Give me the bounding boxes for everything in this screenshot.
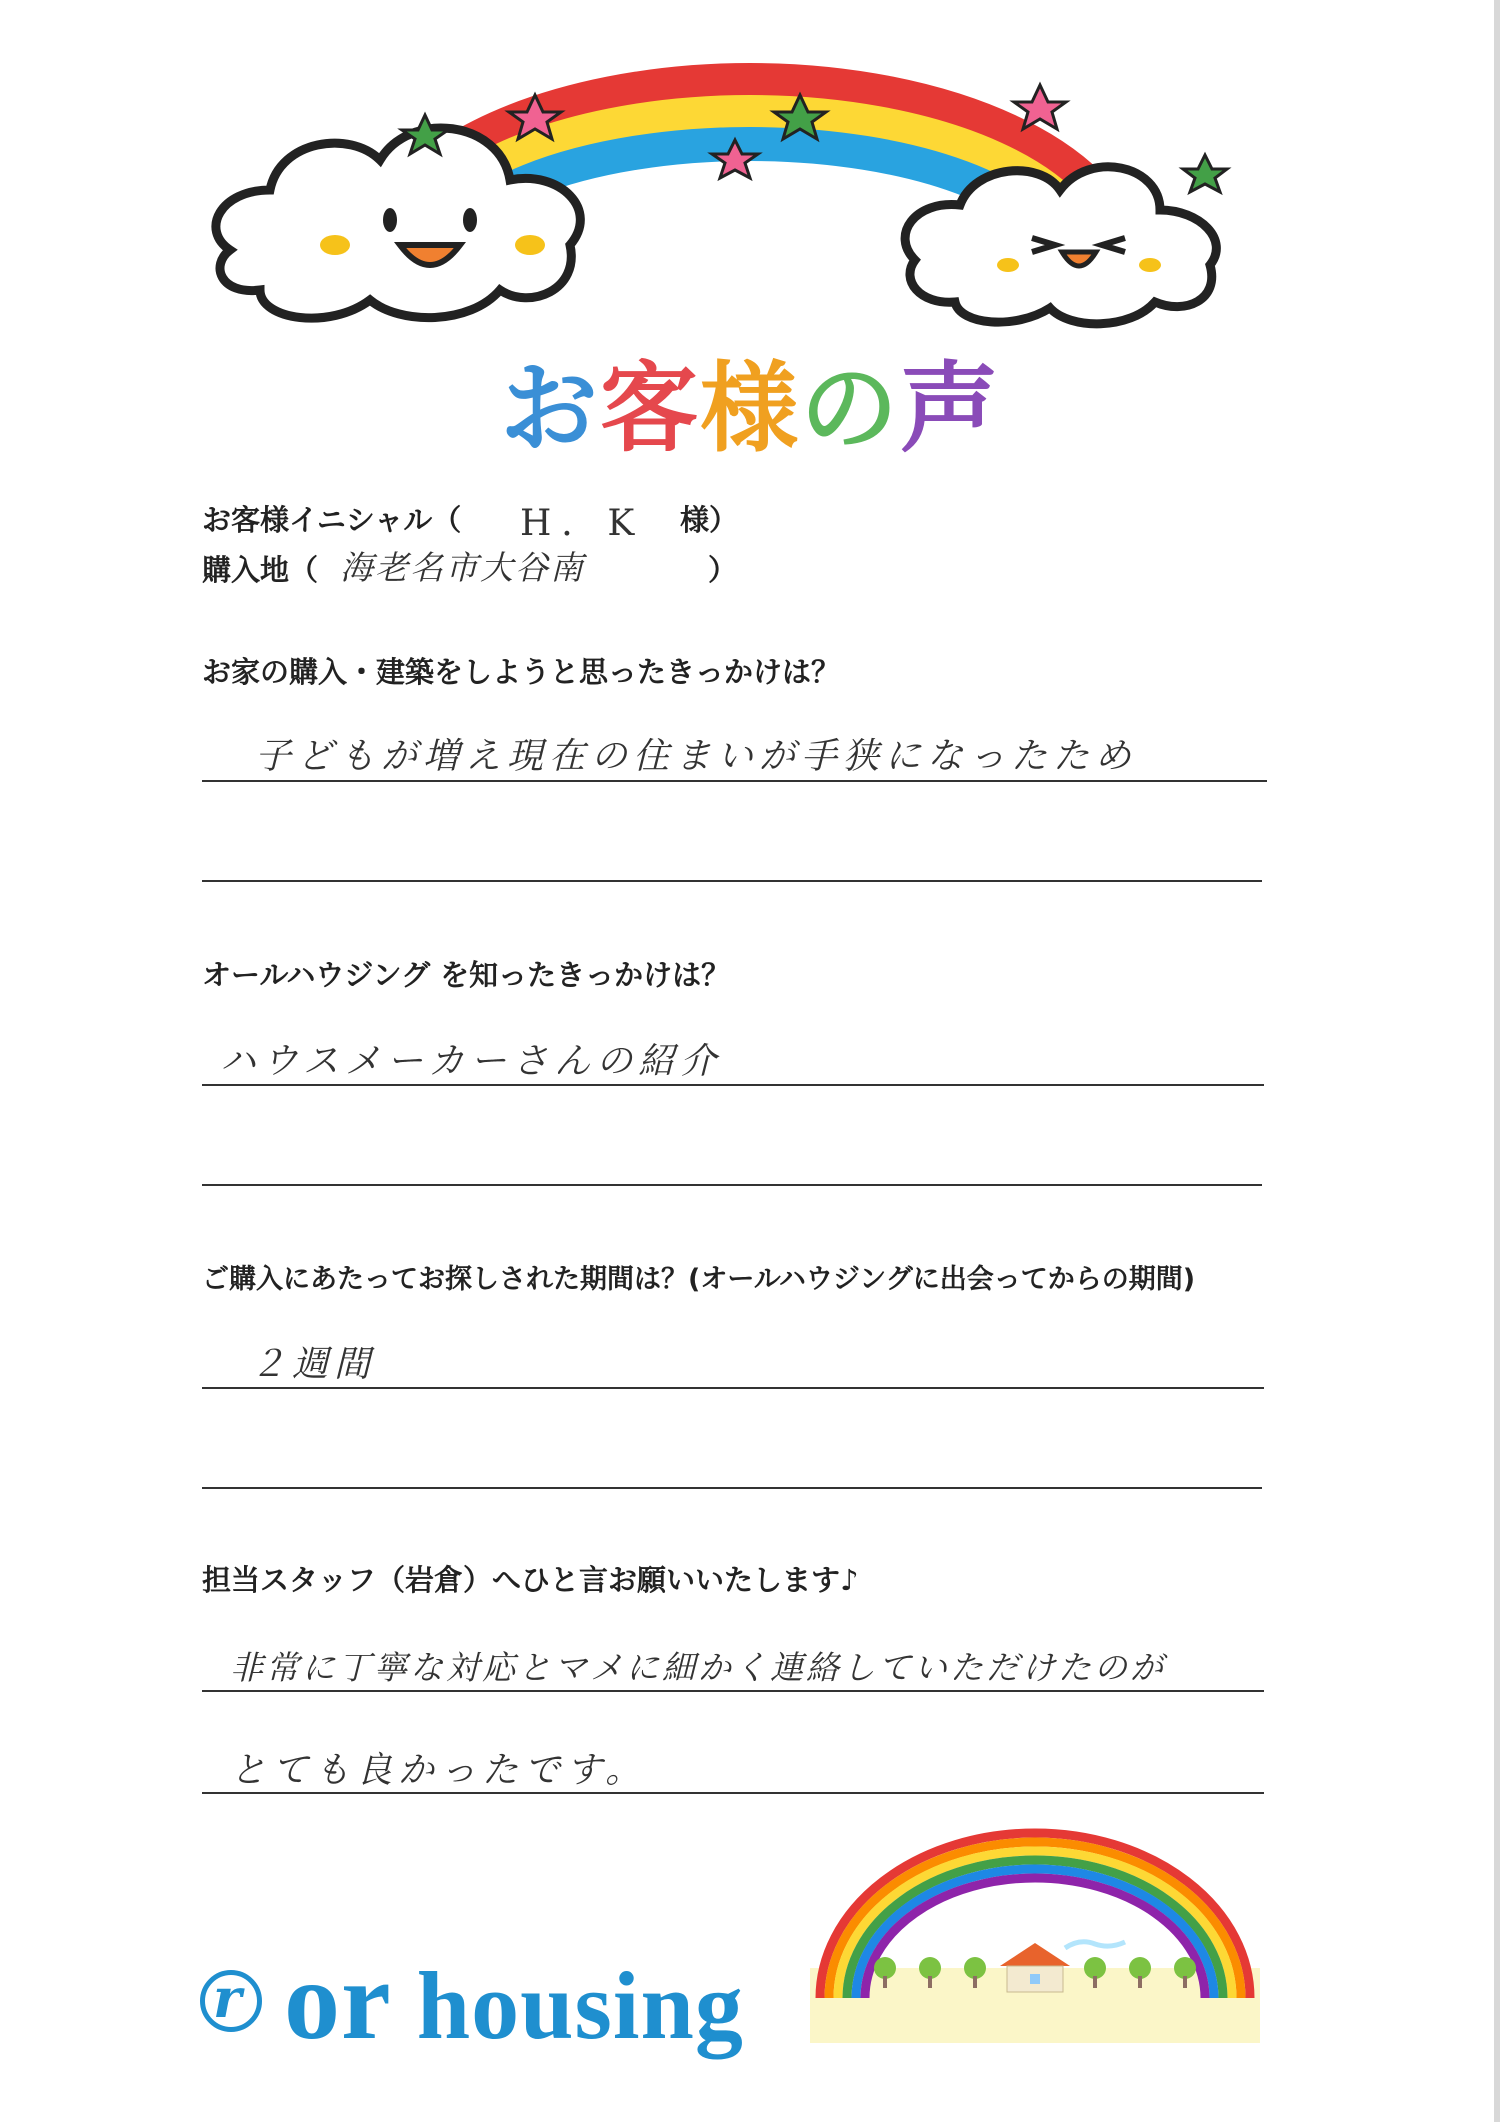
title-char-3: 様	[699, 352, 800, 466]
question-4-label: 担当スタッフ（岩倉）へひと言お願いいたします♪	[202, 1563, 859, 1597]
question-4-answer-line-2: とても良かったです。	[230, 1750, 648, 1791]
question-1-label: お家の購入・建築をしようと思ったきっかけは？	[202, 655, 841, 689]
logo-text-housing: housing	[391, 1952, 744, 2059]
company-logo	[200, 1939, 744, 2063]
answer-rule	[202, 1792, 1264, 1794]
title-char-5: 声	[900, 352, 1001, 466]
answer-rule	[202, 780, 1267, 782]
initial-suffix: 様）	[680, 503, 739, 537]
initial-label: お客様イニシャル（	[202, 503, 462, 537]
location-suffix: ）	[708, 553, 738, 587]
title-char-2: 客	[599, 352, 700, 466]
answer-rule	[202, 1184, 1262, 1186]
answer-rule	[202, 1690, 1264, 1692]
location-label: 購入地（	[202, 553, 319, 587]
logo-wordmark	[284, 1939, 744, 2063]
question-3-answer-line-1: ２週間	[250, 1344, 377, 1385]
logo-mark-icon	[200, 1966, 262, 2032]
scan-edge	[1494, 0, 1500, 2122]
answer-rule	[202, 1487, 1262, 1489]
question-4-answer-line-1: 非常に丁寧な対応とマメに細かく連絡していただけたのが	[230, 1648, 1166, 1687]
question-2-answer-line-1: ハウスメーカーさんの紹介	[220, 1041, 723, 1082]
page-title	[0, 352, 1500, 466]
answer-rule	[202, 1387, 1264, 1389]
location-value: 海老名市大谷南	[340, 548, 585, 587]
rainbow-house-illustration	[810, 1808, 1260, 2043]
answer-rule	[202, 1084, 1264, 1086]
question-2-label: オールハウジング を知ったきっかけは？	[202, 958, 731, 992]
title-char-1: お	[499, 352, 600, 466]
initial-value: H．K	[520, 503, 645, 544]
question-1-answer-line-1: 子どもが増え現在の住まいが手狭になったため	[255, 736, 1138, 777]
question-3-label: ご購入にあたってお探しされた期間は？(オールハウジングに出会ってからの期間)	[202, 1264, 1196, 1295]
title-char-4: の	[800, 352, 901, 466]
rainbow-clouds-illustration	[200, 40, 1300, 340]
answer-rule	[202, 880, 1262, 882]
logo-mark-letter: r	[213, 1966, 242, 2030]
logo-text-or: or	[284, 1939, 392, 2063]
